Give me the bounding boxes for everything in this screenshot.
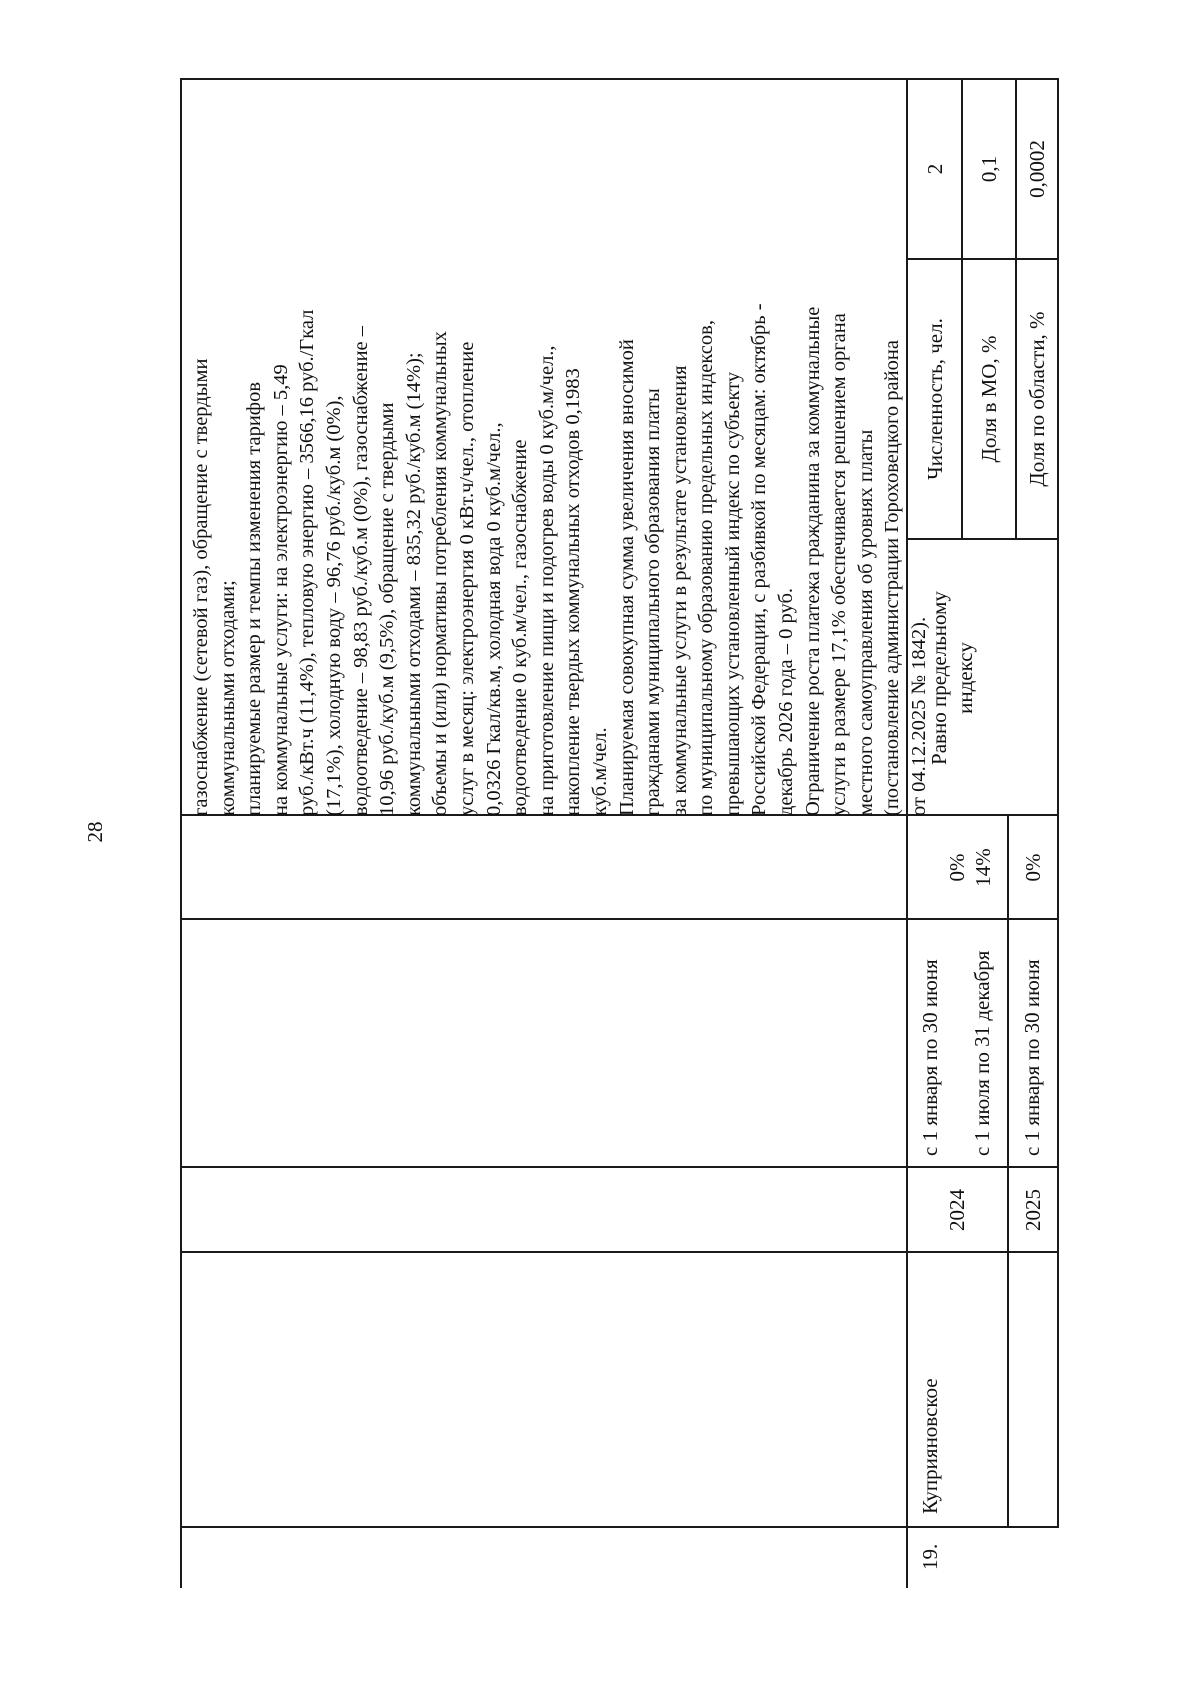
stat-value: 0,0002 xyxy=(1025,140,1049,198)
municipality-name: Куприяновское xyxy=(918,1378,942,1514)
index-value: 14% xyxy=(971,848,995,887)
row-number: 19. xyxy=(918,1543,942,1570)
page-number: 28 xyxy=(82,821,107,843)
index-value: 0% xyxy=(945,853,969,882)
period-range: с 1 января по 30 июня xyxy=(918,959,942,1156)
year-cell: 2024 xyxy=(945,1189,969,1231)
year-cell: 2025 xyxy=(1021,1189,1045,1231)
stat-label: Доля по области, % xyxy=(1025,311,1049,487)
stat-label: Доля в МО, % xyxy=(977,335,1001,463)
period-range: с 1 января по 30 июня xyxy=(1020,959,1044,1156)
description-text: газоснабжение (сетевой газ), обращение с твердыми коммунальными отходами; планируемые размер и темпы изменения тарифов на коммунальные услуги: на электроэнергию – 5,49 руб./кВт.ч (11,4%), тепловую энергию – 3566,16 руб./Гкал (17,1%), холодную воду – 96,76 руб./куб.м (0%), водоотведение – 98,83 руб./куб.м (0%), газоснабжение – 10,96 руб./куб.м (9,5%), обращение с твердыми коммунальными отходами – 835,32 руб./куб.м (14%); объемы и (или) нормативы потребления коммунальных услуг в месяц: электроэнергия 0 кВт.ч/чел., отопление 0,0326 Гкал/кв.м, холодная вода 0 куб.м/чел., водоотведение 0 куб.м/чел., газоснабжение на приготовление пищи и подогрев воды 0 куб.м/чел., накопление твердых коммунальных отходов 0,1983 куб.м/чел. Планируемая совокупная сумма увеличения вносимой гражданами муниципального образования платы за коммунальные услуги в результате установления по муниципальному образованию предельных индексов, превышающих установленный индекс по субъекту Российской Федерации, с разбивкой по месяцам: октябрь - декабрь 2026 года – 0 руб. Ограничение роста платежа гражданина за коммунальные услуги в размере 17,1% обеспечивается решением органа местного самоуправления об уровнях платы (постановление администрации Гороховецкого района от 04.12.2025 № 1842). xyxy=(190,303,931,816)
col-line-1 xyxy=(180,1526,1058,1528)
period-range: с 1 июля по 31 декабря xyxy=(970,950,994,1156)
row-bottom-line xyxy=(1057,78,1059,1528)
stat-value: 2 xyxy=(922,163,947,175)
table-sheet xyxy=(180,78,1130,1588)
index-value: 0% xyxy=(1021,853,1045,882)
stat-label: Численность, чел. xyxy=(922,318,947,480)
criterion-text: Равно предельному индексу xyxy=(927,591,977,765)
stat-value: 0,1 xyxy=(977,155,1001,183)
table-top-line xyxy=(180,78,182,1588)
